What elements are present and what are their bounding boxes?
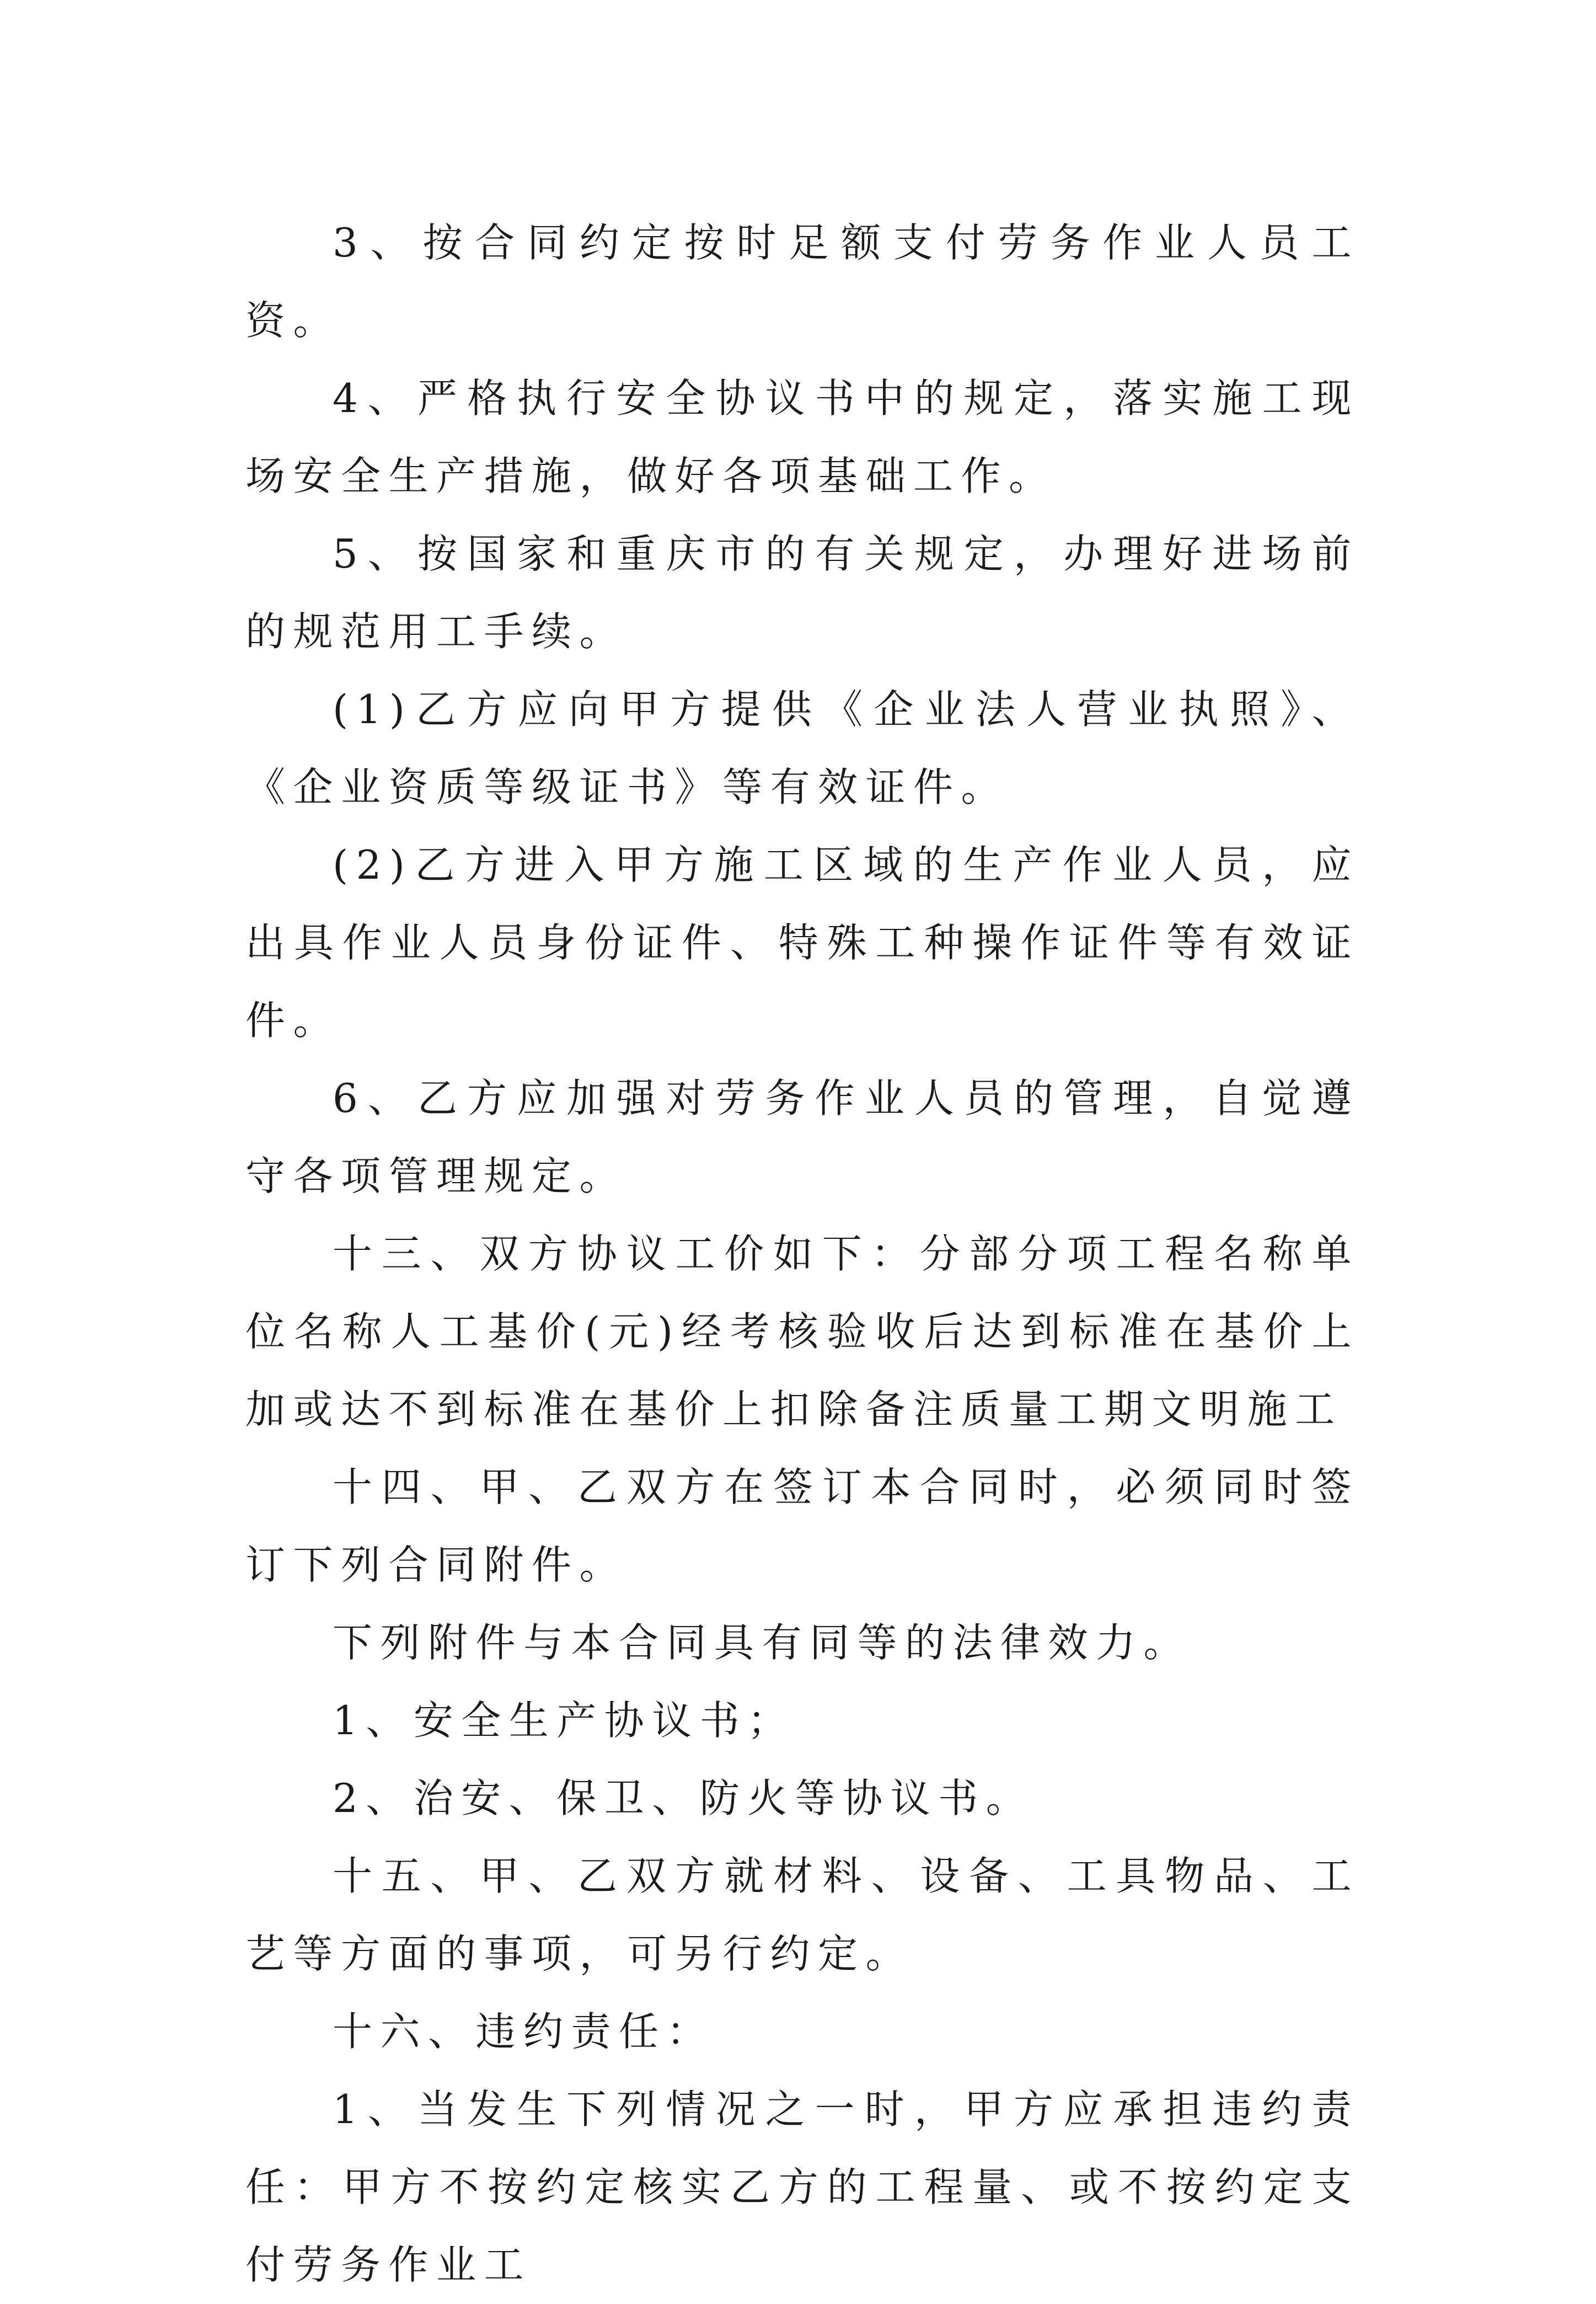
paragraph-liability-item-1: 1、当发生下列情况之一时，甲方应承担违约责任：甲方不按约定核实乙方的工程量、或不按约定支付劳务作业工 [245, 2086, 1359, 2288]
paragraph-clause-16-liability: 十六、违约责任： [333, 2008, 715, 2055]
paragraph-item-3-wages: 3、按合同约定按时足额支付劳务作业人员工资。 [245, 220, 1359, 344]
paragraph-subitem-2-certificates: (2)乙方进入甲方施工区域的生产作业人员，应出具作业人员身份证件、特殊工种操作证件等有效证件。 [245, 842, 1359, 1044]
paragraph-item-5-procedures: 5、按国家和重庆市的有关规定，办理好进场前的规范用工手续。 [245, 531, 1359, 655]
paragraph-clause-14-attachments: 十四、甲、乙双方在签订本合同时，必须同时签订下列合同附件。 [245, 1464, 1359, 1588]
paragraph-clause-15-other-matters: 十五、甲、乙双方就材料、设备、工具物品、工艺等方面的事项，可另行约定。 [245, 1853, 1359, 1977]
paragraph-subitem-1-licenses: (1)乙方应向甲方提供《企业法人营业执照》、《企业资质等级证书》等有效证件。 [245, 686, 1359, 810]
paragraph-attachments-effect: 下列附件与本合同具有同等的法律效力。 [333, 1619, 1192, 1666]
paragraph-clause-13-prices: 十三、双方协议工价如下：分部分项工程名称单位名称人工基价(元)经考核验收后达到标准在基价上加或达不到标准在基价上扣除备注质量工期文明施工 [245, 1231, 1359, 1432]
paragraph-attachment-1: 1、安全生产协议书； [333, 1697, 795, 1744]
paragraph-attachment-2: 2、治安、保卫、防火等协议书。 [333, 1775, 1034, 1821]
document-body [245, 204, 1359, 2304]
paragraph-item-6-management: 6、乙方应加强对劳务作业人员的管理，自觉遵守各项管理规定。 [245, 1075, 1359, 1199]
paragraph-item-4-safety: 4、严格执行安全协议书中的规定，落实施工现场安全生产措施，做好各项基础工作。 [245, 375, 1359, 499]
